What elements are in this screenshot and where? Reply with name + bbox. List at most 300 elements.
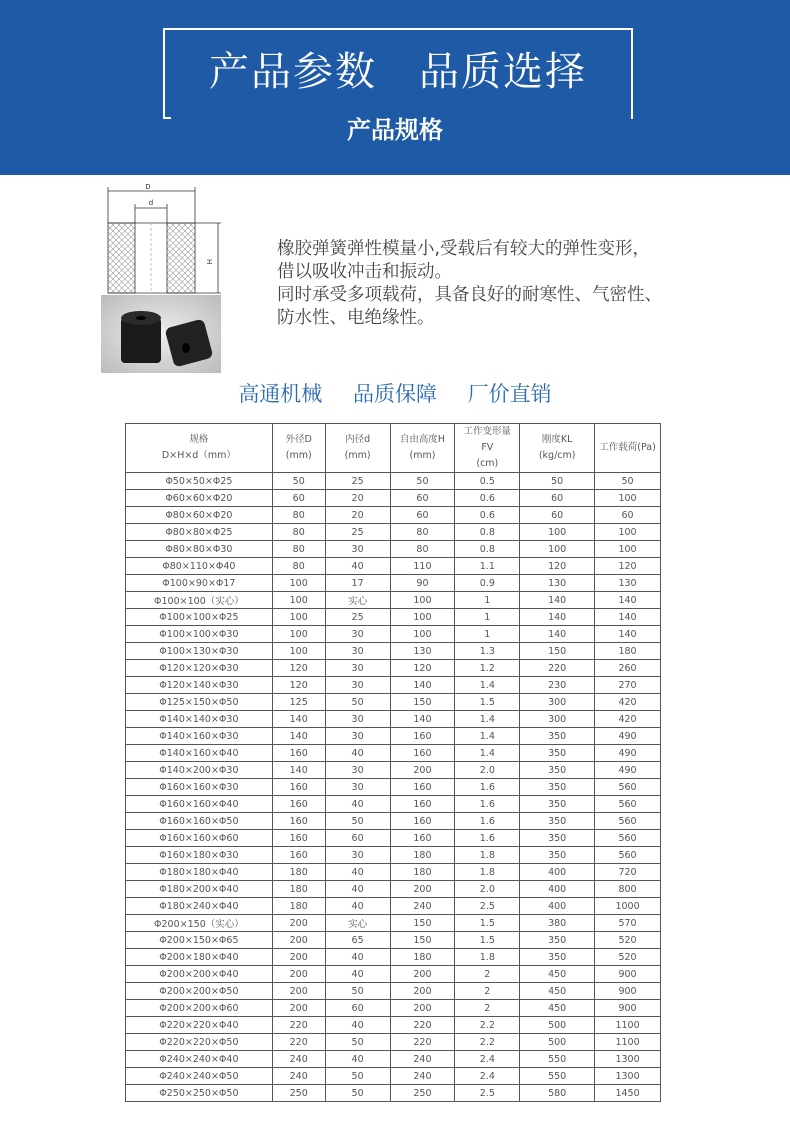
table-cell: 1.6 <box>455 830 520 847</box>
table-cell: 30 <box>325 541 390 558</box>
table-cell: 40 <box>325 881 390 898</box>
table-cell: 1100 <box>595 1034 661 1051</box>
table-cell: 720 <box>595 864 661 881</box>
table-cell: 100 <box>272 643 325 660</box>
table-cell: 100 <box>272 592 325 609</box>
table-cell: 1000 <box>595 898 661 915</box>
table-cell: 140 <box>595 592 661 609</box>
table-cell: 0.8 <box>455 524 520 541</box>
table-cell: Φ140×160×Φ30 <box>126 728 273 745</box>
table-cell: 80 <box>272 524 325 541</box>
table-cell: Φ240×240×Φ40 <box>126 1051 273 1068</box>
table-cell: 100 <box>595 541 661 558</box>
table-row <box>126 592 661 609</box>
table-cell: 200 <box>390 1000 455 1017</box>
table-cell: 560 <box>595 830 661 847</box>
table-row <box>126 558 661 575</box>
table-cell: 240 <box>390 898 455 915</box>
table-cell: 490 <box>595 762 661 779</box>
table-cell: 160 <box>272 779 325 796</box>
slogan-item: 高通机械 <box>238 382 323 406</box>
table-cell: 2.0 <box>455 762 520 779</box>
table-cell: 160 <box>390 796 455 813</box>
header-text: 刚度KL <box>541 434 573 445</box>
table-cell: 20 <box>325 507 390 524</box>
table-cell: 200 <box>390 762 455 779</box>
table-cell: 150 <box>390 694 455 711</box>
table-cell: 520 <box>595 932 661 949</box>
header-text: 外径D <box>285 434 312 445</box>
table-cell: Φ100×100×Φ30 <box>126 626 273 643</box>
header-text: (mm) <box>285 450 312 461</box>
header-text: (cm) <box>476 458 499 469</box>
table-cell: 180 <box>272 881 325 898</box>
table-cell: 120 <box>520 558 595 575</box>
description-line: 防水性、电绝缘性。 <box>277 308 435 328</box>
table-row <box>126 524 661 541</box>
table-cell: 400 <box>520 864 595 881</box>
table-cell: 50 <box>325 1068 390 1085</box>
table-cell: 1.4 <box>455 711 520 728</box>
table-row <box>126 762 661 779</box>
table-cell: 1 <box>455 626 520 643</box>
table-cell: 140 <box>272 728 325 745</box>
table-cell: 17 <box>325 575 390 592</box>
table-cell: 50 <box>325 1085 390 1102</box>
table-cell: 350 <box>520 932 595 949</box>
table-cell: Φ160×160×Φ60 <box>126 830 273 847</box>
table-cell: 60 <box>325 1000 390 1017</box>
table-cell: 200 <box>272 966 325 983</box>
table-cell: 1 <box>455 609 520 626</box>
table-cell: 1.6 <box>455 813 520 830</box>
banner-title: 产品参数 品质选择 <box>209 49 587 95</box>
table-row <box>126 1000 661 1017</box>
table-cell: 150 <box>390 915 455 932</box>
table-cell: 350 <box>520 745 595 762</box>
table-cell: 300 <box>520 694 595 711</box>
table-cell: 160 <box>272 847 325 864</box>
table-cell: 150 <box>390 932 455 949</box>
table-cell: 560 <box>595 847 661 864</box>
table-cell: 80 <box>390 541 455 558</box>
table-cell: 120 <box>390 660 455 677</box>
description-line: 借以吸收冲击和振动。 <box>277 262 452 282</box>
table-cell: 240 <box>390 1068 455 1085</box>
table-cell: Φ120×140×Φ30 <box>126 677 273 694</box>
table-cell: 140 <box>390 711 455 728</box>
table-row <box>126 881 661 898</box>
column-header <box>272 424 325 473</box>
table-cell: 50 <box>520 473 595 490</box>
table-cell: 25 <box>325 609 390 626</box>
table-cell: Φ140×140×Φ30 <box>126 711 273 728</box>
table-cell: Φ160×160×Φ40 <box>126 796 273 813</box>
table-cell: 125 <box>272 694 325 711</box>
table-cell: 1 <box>455 592 520 609</box>
table-cell: 180 <box>390 847 455 864</box>
slogan <box>0 378 790 408</box>
table-cell: 400 <box>520 898 595 915</box>
header-text: 规格 <box>189 434 209 445</box>
table-cell: 450 <box>520 1000 595 1017</box>
table-cell: Φ220×220×Φ50 <box>126 1034 273 1051</box>
table-cell: 200 <box>272 949 325 966</box>
spec-table <box>125 423 661 1102</box>
table-cell: 260 <box>595 660 661 677</box>
label-H: H <box>205 259 213 265</box>
table-cell: Φ200×150×Φ65 <box>126 932 273 949</box>
table-cell: 30 <box>325 660 390 677</box>
table-cell: Φ80×110×Φ40 <box>126 558 273 575</box>
table-cell: 100 <box>520 541 595 558</box>
table-cell: 1.5 <box>455 694 520 711</box>
table-cell: 2 <box>455 966 520 983</box>
table-cell: Φ140×200×Φ30 <box>126 762 273 779</box>
table-cell: 140 <box>520 592 595 609</box>
table-row <box>126 660 661 677</box>
table-cell: 180 <box>272 898 325 915</box>
table-cell: Φ80×80×Φ25 <box>126 524 273 541</box>
table-cell: Φ100×100（实心） <box>126 592 273 609</box>
table-cell: 100 <box>595 490 661 507</box>
table-row <box>126 1085 661 1102</box>
table-cell: 90 <box>390 575 455 592</box>
table-cell: 130 <box>595 575 661 592</box>
table-cell: 220 <box>272 1017 325 1034</box>
table-cell: 2.0 <box>455 881 520 898</box>
table-cell: 420 <box>595 694 661 711</box>
table-cell: 1.4 <box>455 728 520 745</box>
table-cell: 140 <box>595 626 661 643</box>
table-cell: 30 <box>325 762 390 779</box>
table-cell: 220 <box>272 1034 325 1051</box>
table-cell: 2.5 <box>455 1085 520 1102</box>
table-row <box>126 949 661 966</box>
table-cell: 160 <box>390 813 455 830</box>
table-cell: 1300 <box>595 1051 661 1068</box>
table-cell: 270 <box>595 677 661 694</box>
table-row <box>126 575 661 592</box>
table-cell: 160 <box>272 813 325 830</box>
slogan-item: 品质保障 <box>353 382 437 406</box>
table-cell: 实心 <box>325 592 390 609</box>
table-cell: 900 <box>595 1000 661 1017</box>
table-cell: 0.6 <box>455 490 520 507</box>
table-cell: 30 <box>325 728 390 745</box>
table-cell: 180 <box>390 949 455 966</box>
table-cell: 200 <box>390 966 455 983</box>
table-cell: 350 <box>520 762 595 779</box>
table-cell: 1.8 <box>455 847 520 864</box>
table-header-row <box>126 424 661 473</box>
table-cell: 1.8 <box>455 949 520 966</box>
table-cell: Φ160×160×Φ50 <box>126 813 273 830</box>
slogan-item: 厂价直销 <box>467 382 552 406</box>
table-row <box>126 966 661 983</box>
table-cell: 60 <box>390 490 455 507</box>
table-cell: 220 <box>390 1017 455 1034</box>
table-cell: 1300 <box>595 1068 661 1085</box>
table-cell: 40 <box>325 558 390 575</box>
table-row <box>126 983 661 1000</box>
table-cell: 490 <box>595 728 661 745</box>
table-cell: 0.8 <box>455 541 520 558</box>
table-cell: 130 <box>520 575 595 592</box>
table-cell: 25 <box>325 473 390 490</box>
table-cell: Φ180×200×Φ40 <box>126 881 273 898</box>
table-cell: 240 <box>272 1051 325 1068</box>
table-cell: 110 <box>390 558 455 575</box>
table-cell: 1.4 <box>455 677 520 694</box>
table-row <box>126 898 661 915</box>
table-cell: 200 <box>390 881 455 898</box>
table-cell: 30 <box>325 711 390 728</box>
table-cell: 1.4 <box>455 745 520 762</box>
table-cell: 0.6 <box>455 507 520 524</box>
table-row <box>126 694 661 711</box>
table-cell: 350 <box>520 847 595 864</box>
table-cell: 60 <box>325 830 390 847</box>
table-cell: 420 <box>595 711 661 728</box>
table-cell: 30 <box>325 779 390 796</box>
table-cell: 50 <box>325 983 390 1000</box>
table-cell: 1450 <box>595 1085 661 1102</box>
table-cell: 400 <box>520 881 595 898</box>
table-cell: 50 <box>272 473 325 490</box>
column-header <box>455 424 520 473</box>
column-header <box>595 424 661 473</box>
table-cell: 实心 <box>325 915 390 932</box>
table-cell: 80 <box>390 524 455 541</box>
table-cell: Φ240×240×Φ50 <box>126 1068 273 1085</box>
table-row <box>126 847 661 864</box>
table-cell: Φ160×160×Φ30 <box>126 779 273 796</box>
table-cell: 2.4 <box>455 1051 520 1068</box>
table-cell: 160 <box>390 745 455 762</box>
table-cell: 40 <box>325 898 390 915</box>
table-cell: 20 <box>325 490 390 507</box>
label-D: D <box>145 183 151 191</box>
table-row <box>126 813 661 830</box>
column-header <box>126 424 273 473</box>
table-row <box>126 1017 661 1034</box>
table-cell: 1.5 <box>455 932 520 949</box>
table-cell: 30 <box>325 677 390 694</box>
table-cell: 1.3 <box>455 643 520 660</box>
header-text: 内径d <box>345 434 371 445</box>
table-cell: 30 <box>325 643 390 660</box>
table-cell: 250 <box>272 1085 325 1102</box>
table-row <box>126 1034 661 1051</box>
description-line: 橡胶弹簧弹性模量小,受载后有较大的弹性变形， <box>277 239 651 259</box>
table-cell: 520 <box>595 949 661 966</box>
table-cell: 300 <box>520 711 595 728</box>
table-cell: Φ100×100×Φ25 <box>126 609 273 626</box>
table-cell: 350 <box>520 830 595 847</box>
table-row <box>126 1068 661 1085</box>
table-cell: 1100 <box>595 1017 661 1034</box>
table-cell: 60 <box>272 490 325 507</box>
table-cell: 490 <box>595 745 661 762</box>
table-cell: 30 <box>325 847 390 864</box>
table-row <box>126 541 661 558</box>
table-cell: 60 <box>520 507 595 524</box>
table-cell: Φ200×200×Φ40 <box>126 966 273 983</box>
table-cell: 160 <box>272 796 325 813</box>
table-cell: 80 <box>272 558 325 575</box>
table-row <box>126 796 661 813</box>
table-row <box>126 677 661 694</box>
header-text: 工作载荷(Pa) <box>599 442 656 453</box>
table-cell: Φ200×200×Φ50 <box>126 983 273 1000</box>
table-cell: 450 <box>520 983 595 1000</box>
table-cell: 2.4 <box>455 1068 520 1085</box>
table-cell: 350 <box>520 779 595 796</box>
table-cell: 120 <box>272 660 325 677</box>
table-cell: Φ250×250×Φ50 <box>126 1085 273 1102</box>
header-banner <box>0 0 790 175</box>
table-row <box>126 643 661 660</box>
table-cell: 180 <box>595 643 661 660</box>
table-row <box>126 779 661 796</box>
table-cell: 30 <box>325 626 390 643</box>
table-cell: Φ200×180×Φ40 <box>126 949 273 966</box>
table-cell: 100 <box>272 609 325 626</box>
column-header <box>390 424 455 473</box>
table-cell: 40 <box>325 1017 390 1034</box>
column-header <box>520 424 595 473</box>
table-cell: 900 <box>595 983 661 1000</box>
table-cell: 160 <box>272 745 325 762</box>
table-cell: 140 <box>520 609 595 626</box>
table-cell: Φ100×90×Φ17 <box>126 575 273 592</box>
table-cell: 2 <box>455 1000 520 1017</box>
header-text: 自由高度H <box>399 434 446 445</box>
table-cell: 120 <box>595 558 661 575</box>
table-cell: 130 <box>390 643 455 660</box>
table-cell: Φ200×200×Φ60 <box>126 1000 273 1017</box>
table-cell: 120 <box>272 677 325 694</box>
label-d: d <box>148 199 154 207</box>
column-header <box>325 424 390 473</box>
table-cell: 100 <box>520 524 595 541</box>
table-row <box>126 932 661 949</box>
table-cell: 2 <box>455 983 520 1000</box>
table-cell: 1.1 <box>455 558 520 575</box>
table-cell: 220 <box>390 1034 455 1051</box>
banner-subtitle: 产品规格 <box>347 116 443 144</box>
description-line: 同时承受多项载荷，具备良好的耐寒性、气密性、 <box>277 285 662 305</box>
table-cell: 100 <box>390 592 455 609</box>
product-description <box>277 238 777 330</box>
header-text: D×H×d（mm） <box>161 450 236 461</box>
table-cell: 100 <box>272 626 325 643</box>
table-cell: 240 <box>272 1068 325 1085</box>
table-cell: 1.8 <box>455 864 520 881</box>
table-cell: 60 <box>595 507 661 524</box>
table-cell: 350 <box>520 949 595 966</box>
table-cell: Φ180×180×Φ40 <box>126 864 273 881</box>
table-cell: 550 <box>520 1051 595 1068</box>
table-cell: 40 <box>325 796 390 813</box>
table-cell: 1.6 <box>455 796 520 813</box>
header-text: 工作变形量 <box>463 426 512 437</box>
table-cell: 50 <box>595 473 661 490</box>
table-cell: 160 <box>390 779 455 796</box>
table-cell: 500 <box>520 1017 595 1034</box>
table-cell: Φ180×240×Φ40 <box>126 898 273 915</box>
table-cell: 1.6 <box>455 779 520 796</box>
table-cell: 0.9 <box>455 575 520 592</box>
table-cell: 60 <box>390 507 455 524</box>
table-cell: 350 <box>520 728 595 745</box>
table-cell: 100 <box>390 626 455 643</box>
table-cell: 180 <box>272 864 325 881</box>
header-text: FV <box>481 442 494 453</box>
table-cell: 200 <box>272 983 325 1000</box>
table-cell: 200 <box>272 1000 325 1017</box>
table-cell: 80 <box>272 541 325 558</box>
table-cell: 160 <box>390 830 455 847</box>
table-cell: 140 <box>390 677 455 694</box>
table-cell: Φ140×160×Φ40 <box>126 745 273 762</box>
table-cell: 450 <box>520 966 595 983</box>
table-cell: 25 <box>325 524 390 541</box>
table-cell: 140 <box>272 711 325 728</box>
table-cell: 140 <box>595 609 661 626</box>
table-cell: 50 <box>325 1034 390 1051</box>
table-row <box>126 626 661 643</box>
table-cell: 40 <box>325 949 390 966</box>
table-row <box>126 507 661 524</box>
table-cell: 140 <box>272 762 325 779</box>
table-cell: 50 <box>325 813 390 830</box>
table-cell: 2.5 <box>455 898 520 915</box>
table-cell: 65 <box>325 932 390 949</box>
table-cell: 60 <box>520 490 595 507</box>
header-text: (mm) <box>344 450 371 461</box>
table-cell: 160 <box>390 728 455 745</box>
header-text: (mm) <box>409 450 436 461</box>
table-cell: 50 <box>390 473 455 490</box>
table-cell: 560 <box>595 796 661 813</box>
table-cell: Φ125×150×Φ50 <box>126 694 273 711</box>
table-cell: Φ160×180×Φ30 <box>126 847 273 864</box>
table-cell: Φ200×150（实心） <box>126 915 273 932</box>
table-cell: Φ80×60×Φ20 <box>126 507 273 524</box>
table-cell: 1.5 <box>455 915 520 932</box>
table-cell: 50 <box>325 694 390 711</box>
table-cell: 550 <box>520 1068 595 1085</box>
table-cell: 2.2 <box>455 1017 520 1034</box>
table-row <box>126 745 661 762</box>
table-cell: 40 <box>325 966 390 983</box>
table-cell: Φ100×130×Φ30 <box>126 643 273 660</box>
table-cell: 160 <box>272 830 325 847</box>
table-row <box>126 830 661 847</box>
table-cell: 800 <box>595 881 661 898</box>
table-cell: Φ220×220×Φ40 <box>126 1017 273 1034</box>
table-cell: 570 <box>595 915 661 932</box>
table-cell: 350 <box>520 796 595 813</box>
table-cell: 380 <box>520 915 595 932</box>
table-cell: Φ80×80×Φ30 <box>126 541 273 558</box>
table-row <box>126 609 661 626</box>
table-cell: 2.2 <box>455 1034 520 1051</box>
table-row <box>126 864 661 881</box>
table-cell: 180 <box>390 864 455 881</box>
